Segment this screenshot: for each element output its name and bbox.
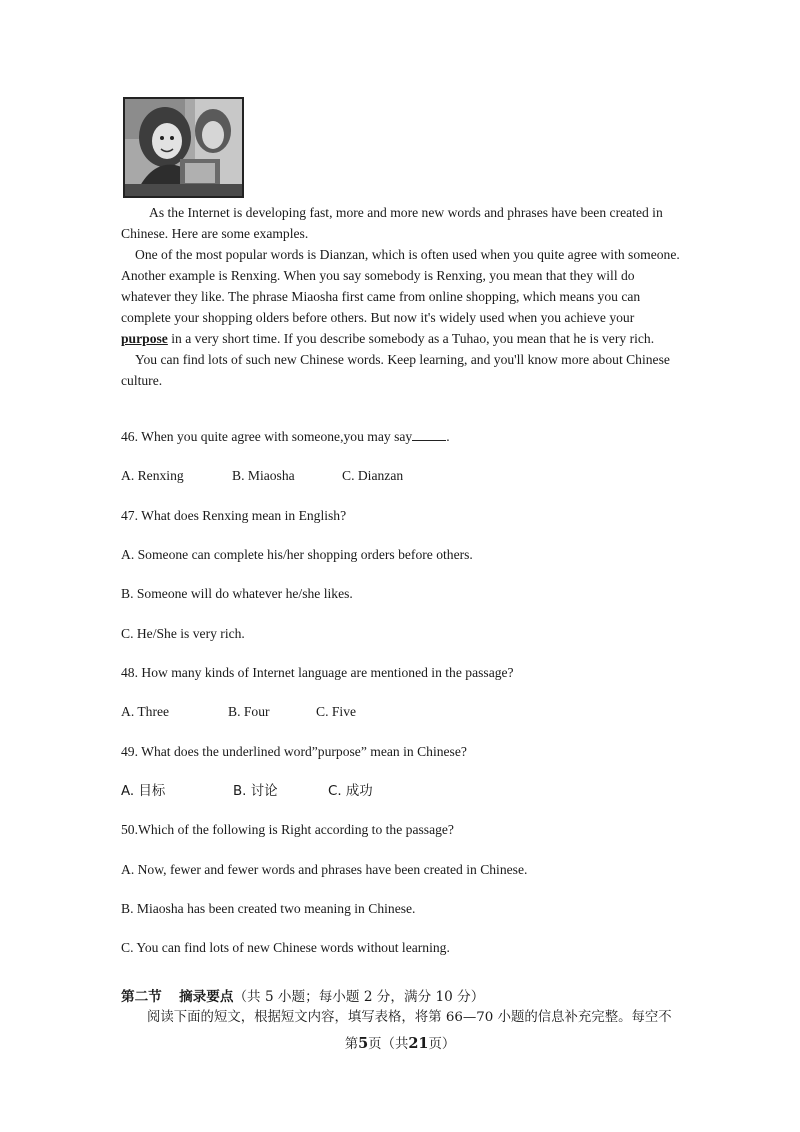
question-46-stem-end: . — [446, 429, 450, 444]
reading-passage — [121, 202, 681, 391]
paragraph-2-text-after: in a very short time. If you describe somebody as a Tuhao, you mean that he is very rich. — [171, 331, 655, 346]
option-b[interactable]: B. Four — [228, 704, 270, 719]
footer-suffix: 页） — [428, 1037, 456, 1052]
option-b[interactable]: B. Miaosha — [232, 468, 295, 483]
question-50-option-b[interactable]: B. Miaosha has been created two meaning in Chinese. — [121, 901, 416, 916]
total-pages: 21 — [408, 1035, 429, 1052]
footer-middle: 页（共 — [368, 1037, 409, 1052]
question-48: 48. How many kinds of Internet language are mentioned in the passage? — [121, 665, 514, 680]
passage-paragraph-1: As the Internet is developing fast, more and more new words and phrases have been created in Chinese. Here are some examples. — [121, 205, 663, 241]
section-2-title: 摘录要点 — [179, 989, 234, 1005]
photo-of-girl-at-computer-icon — [125, 99, 242, 196]
section-2-scoring-note: （共 5 小题；每小题 2 分，满分 10 分） — [233, 989, 485, 1005]
option-c[interactable]: C. Dianzan — [342, 468, 404, 483]
question-47: 47. What does Renxing mean in English? — [121, 508, 347, 523]
question-50: 50.Which of the following is Right according to the passage? — [121, 822, 454, 837]
option-a[interactable]: A. Renxing — [121, 468, 184, 483]
option-b[interactable]: B. 讨论 — [233, 784, 278, 799]
question-46 — [121, 427, 450, 447]
page-number: 5 — [358, 1035, 369, 1052]
answer-blank — [412, 428, 446, 441]
question-49-options — [121, 781, 373, 802]
section-2-number: 第二节 — [121, 989, 162, 1005]
section-2-instruction-text: 阅读下面的短文，根据短文内容，填写表格，将第 66—70 小题的信息补充完整。每空不 — [147, 1010, 672, 1025]
question-50-option-a[interactable]: A. Now, fewer and fewer words and phrases have been created in Chinese. — [121, 862, 528, 877]
question-49: 49. What does the underlined word”purpose” mean in Chinese? — [121, 744, 467, 759]
question-46-stem: 46. When you quite agree with someone,you may say — [121, 429, 413, 444]
footer-prefix: 第 — [344, 1037, 359, 1052]
option-c[interactable]: C. 成功 — [328, 784, 373, 799]
passage-paragraph-2 — [121, 244, 681, 349]
question-47-option-a[interactable]: A. Someone can complete his/her shopping orders before others. — [121, 547, 473, 562]
passage-paragraph-3: You can find lots of such new Chinese words. Keep learning, and you'll know more about Chinese culture. — [121, 352, 670, 388]
question-47-option-b[interactable]: B. Someone will do whatever he/she likes. — [121, 586, 353, 601]
question-48-options — [121, 702, 356, 722]
question-47-option-c[interactable]: C. He/She is very rich. — [121, 626, 245, 641]
passage-photo — [123, 97, 244, 198]
option-c[interactable]: C. Five — [316, 704, 357, 719]
section-2-instruction — [121, 1008, 681, 1028]
question-46-options — [121, 466, 403, 486]
option-a[interactable]: A. 目标 — [121, 784, 166, 799]
section-2-heading — [121, 987, 484, 1007]
underlined-word-purpose: purpose — [121, 331, 168, 346]
page-footer — [0, 1034, 800, 1055]
paragraph-2-text-before: One of the most popular words is Dianzan, which is often used when you quite agree with someone. Another example is Renxing. When you say somebody is Renxing, you mean that they will do whatever they like. The phrase Miaosha first came from online shopping, which means you can complete your shopping olders before others. But now it's widely used when you achieve your — [121, 247, 680, 325]
option-a[interactable]: A. Three — [121, 704, 170, 719]
question-50-option-c[interactable]: C. You can find lots of new Chinese words without learning. — [121, 940, 450, 955]
